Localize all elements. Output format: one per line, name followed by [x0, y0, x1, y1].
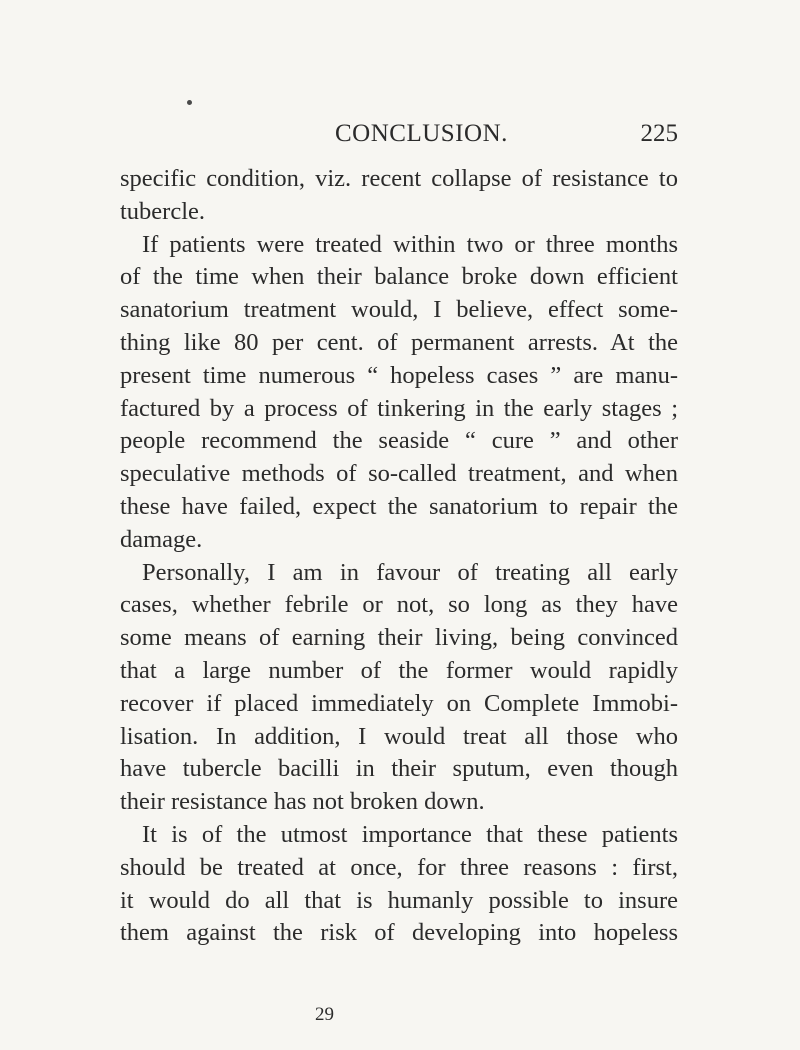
- paragraph: [120, 819, 678, 950]
- text-line: specific condition, viz. recent collapse of resistance to: [120, 165, 678, 192]
- text-line: cases, whether febrile or not, so long as they have: [120, 591, 678, 619]
- text-line: factured by a process of tinkering in the early stages ;: [120, 394, 678, 422]
- text-line: speculative methods of so-called treatment, and when: [120, 460, 678, 488]
- text-line: sanatorium treatment would, I believe, effect some-: [120, 296, 678, 324]
- text-line: some means of earning their living, being convinced: [120, 624, 678, 652]
- text-line: lisation. In addition, I would treat all those who: [120, 722, 678, 750]
- text-line: If patients were treated within two or three months: [142, 230, 678, 258]
- text-line: damage.: [120, 525, 203, 553]
- signature-mark: 29: [315, 1004, 334, 1025]
- text-line: It is of the utmost importance that these patients: [142, 820, 678, 848]
- body-text: [120, 163, 678, 950]
- text-line: of the time when their balance broke down efficient: [120, 263, 678, 291]
- text-line: should be treated at once, for three reasons : first,: [120, 853, 678, 881]
- text-line: have tubercle bacilli in their sputum, even though: [120, 755, 678, 783]
- text-line: that a large number of the former would rapidly: [120, 656, 678, 684]
- text-line: Personally, I am in favour of treating all early: [142, 558, 678, 586]
- text-line: it would do all that is humanly possible to insure: [120, 886, 678, 914]
- text-line: present time numerous “ hopeless cases ” are manu-: [120, 361, 678, 389]
- text-line: tubercle.: [120, 197, 206, 225]
- running-title: CONCLUSION.: [335, 120, 508, 147]
- text-line: recover if placed immediately on Complete Immobi-: [120, 689, 678, 717]
- text-line: thing like 80 per cent. of permanent arrests. At the: [120, 328, 678, 356]
- paragraph: [120, 163, 678, 229]
- text-line: people recommend the seaside “ cure ” and other: [120, 427, 678, 455]
- text-line: their resistance has not broken down.: [120, 788, 485, 816]
- paragraph: [120, 229, 678, 557]
- running-head: [120, 117, 678, 151]
- text-line: these have failed, expect the sanatorium to repair the: [120, 492, 678, 520]
- page-number: 225: [640, 120, 678, 147]
- text-line: them against the risk of developing into hopeless: [120, 919, 678, 947]
- ink-dot: [187, 100, 192, 105]
- paragraph: [120, 557, 678, 819]
